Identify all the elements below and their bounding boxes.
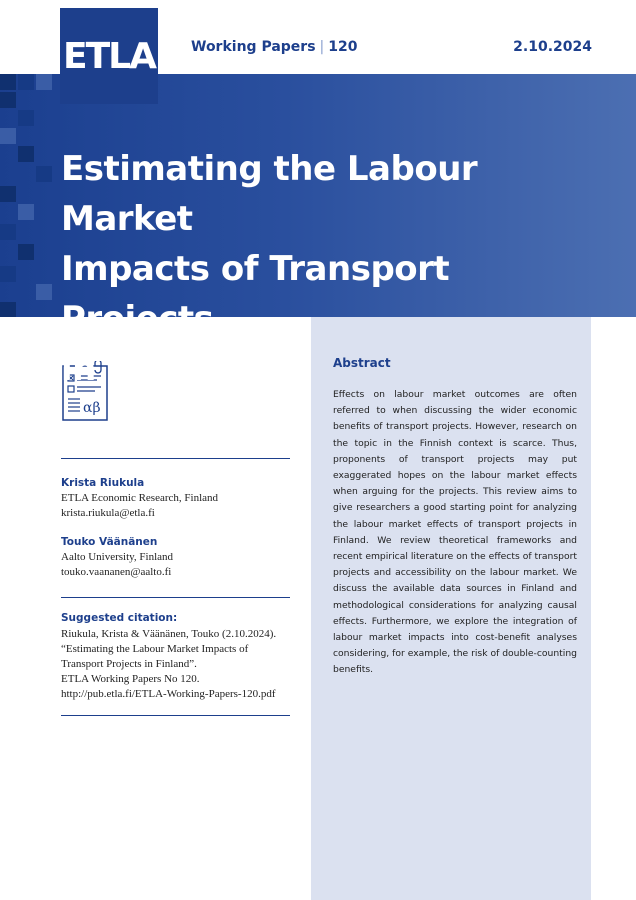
series-label bbox=[191, 39, 357, 55]
title-line: Impacts of Transport Projects bbox=[61, 249, 450, 339]
divider bbox=[61, 597, 290, 598]
author-email[interactable]: touko.vaananen@aalto.fi bbox=[61, 566, 172, 578]
logo-text: ETLA bbox=[63, 35, 155, 77]
citation-line: “Estimating the Labour Market Impacts of bbox=[61, 643, 249, 655]
decor-square bbox=[0, 186, 16, 202]
decor-square bbox=[0, 92, 16, 108]
series-separator: | bbox=[319, 39, 325, 55]
divider bbox=[61, 458, 290, 459]
abstract-heading: Abstract bbox=[333, 356, 391, 370]
title-line: Estimating the Labour Market bbox=[61, 149, 478, 239]
author-block bbox=[61, 477, 218, 521]
etla-logo bbox=[60, 8, 158, 104]
decor-square bbox=[36, 74, 52, 90]
author-email[interactable]: krista.riukula@etla.fi bbox=[61, 507, 155, 519]
decor-square bbox=[18, 74, 34, 90]
decor-square bbox=[18, 204, 34, 220]
suggested-citation bbox=[61, 612, 301, 702]
decor-square bbox=[18, 110, 34, 126]
decor-square bbox=[0, 224, 16, 240]
abstract-text: Effects on labour market outcomes are often referred to when discussing the wider economic benefits of transport projects. However, research on the topic in the Finnish context is scarce. Thus, proponents of transport projects may put exaggerated hopes on the labour market effects when arguing for the projects. This review aims to give researchers a good starting point for analyzing the labour market effects of transport projects in Finland. We review theoretical frameworks and recent empirical literature on the effects of transport projects and accessibility on the labour market. We discuss the available data sources in Finland and methodological considerations for analyzing causal effects. Furthermore, we explore the integration of labour market impacts into cost-benefit analyses considering, for example, the risk of double-counting benefits. bbox=[333, 389, 577, 676]
author-name: Touko Väänänen bbox=[61, 536, 158, 548]
publication-date: 2.10.2024 bbox=[513, 39, 592, 55]
series-number: 120 bbox=[328, 39, 358, 55]
author-block bbox=[61, 536, 173, 580]
series-name: Working Papers bbox=[191, 39, 316, 55]
decor-square bbox=[18, 146, 34, 162]
decor-square bbox=[0, 266, 16, 282]
title-line: in Finland bbox=[61, 349, 246, 389]
citation-line: Transport Projects in Finland”. bbox=[61, 658, 197, 670]
citation-label: Suggested citation: bbox=[61, 612, 178, 624]
decor-square bbox=[36, 166, 52, 182]
decor-square bbox=[18, 244, 34, 260]
author-affiliation: Aalto University, Finland bbox=[61, 551, 174, 563]
decor-square bbox=[36, 284, 52, 300]
svg-text:αβ: αβ bbox=[83, 400, 101, 416]
decor-square bbox=[0, 128, 16, 144]
citation-line: Riukula, Krista & Väänänen, Touko (2.10.2024). bbox=[61, 628, 277, 640]
divider bbox=[61, 715, 290, 716]
decor-square bbox=[0, 74, 16, 90]
paper-title bbox=[61, 144, 601, 394]
citation-url[interactable]: http://pub.etla.fi/ETLA-Working-Papers-120.pdf bbox=[61, 688, 276, 700]
author-affiliation: ETLA Economic Research, Finland bbox=[61, 492, 219, 504]
citation-line: ETLA Working Papers No 120. bbox=[61, 673, 200, 685]
decor-square bbox=[0, 302, 16, 317]
author-name: Krista Riukula bbox=[61, 477, 145, 489]
